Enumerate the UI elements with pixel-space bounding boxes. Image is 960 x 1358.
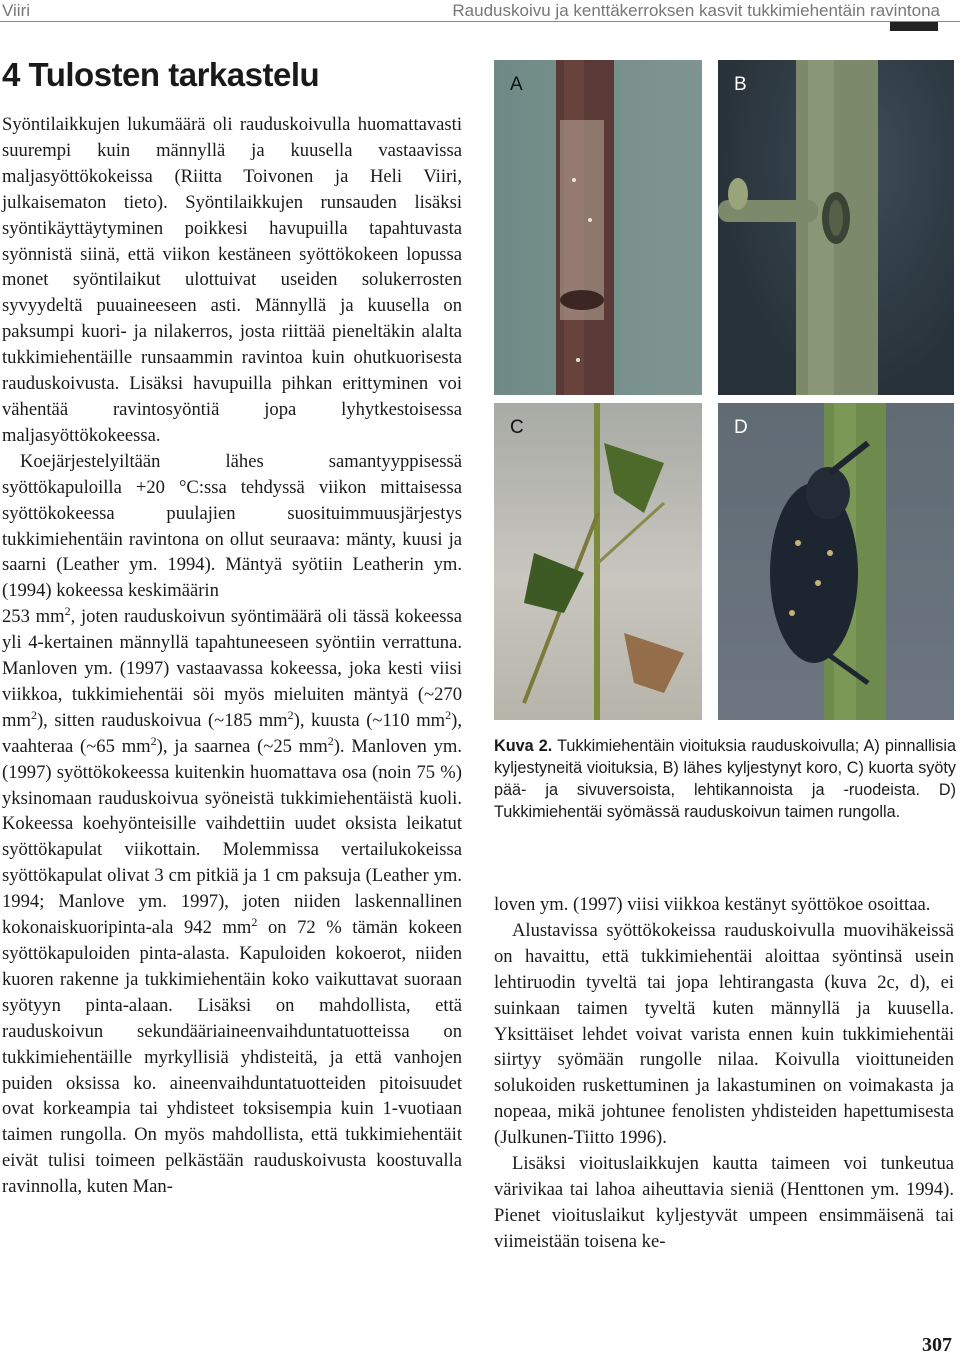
header-block-marker bbox=[890, 22, 938, 31]
left-paragraph-2-start: Koejärjestelyiltään lähes samantyyppisessä syöttökapuloilla +20 °C:ssa tehdyssä viikon mittaisessa syöttökokeessa puulajien suosituimmuusjärjestys tukkimiehentäin ravintona on ollut seuraava: mänty, kuusi ja saarni (Leather ym. 1994). Mäntyä syötiin Leatherin ym. (1994) kokeessa keskimäärin bbox=[2, 450, 462, 602]
pine-weevil-on-stem-photo bbox=[718, 403, 954, 720]
header-author: Viiri bbox=[2, 1, 31, 20]
birch-stem-photo bbox=[494, 60, 702, 395]
superscript: 2 bbox=[251, 914, 258, 929]
figure-panel-a bbox=[494, 60, 702, 395]
right-column bbox=[494, 892, 954, 1255]
header-rule bbox=[0, 21, 960, 22]
superscript: 2 bbox=[445, 707, 452, 722]
right-paragraph-1: loven ym. (1997) viisi viikkoa kestänyt syöttökoe osoittaa. bbox=[494, 894, 931, 915]
panel-label-d: D bbox=[734, 417, 748, 438]
figure-panel-d bbox=[718, 403, 954, 720]
figure-panel-c bbox=[494, 403, 702, 720]
section-title: 4 Tulosten tarkastelu bbox=[2, 56, 320, 93]
panel-label-b: B bbox=[734, 74, 747, 95]
page-number: 307 bbox=[922, 1334, 952, 1356]
superscript: 2 bbox=[64, 604, 71, 619]
text-fragment: ), ja saarnea (~25 mm bbox=[156, 735, 328, 757]
caption-text: Tukkimiehentäin vioituksia rauduskoivulla; A) pinnallisia kyljestyneitä vioituksia, B) lähes kyljestynyt koro, C) kuorta syöty pää- ja sivuversoista, lehtikannoista ja -ruodeista. D) Tukkimiehentäi syömässä rauduskoivun taimen rungolla. bbox=[494, 737, 956, 821]
superscript: 2 bbox=[287, 707, 294, 722]
text-fragment: ). Manloven ym. (1997) syöttökokeessa kuitenkin huomattava osa (noin 75 %) yksinomaan rauduskoivua syöneistä tukkimiehentäistä kuoli. Kokeessa koehyönteisille vaihdettiin uudet oksista leikatut syöttökapulat viikottain. Molemmissa vertailukokeissa syöttökapulat olivat 3 cm pitkiä ja 1 cm paksuja (Leather ym. 1994; Manlove ym. 1997), joten niiden laskennallinen kokonaiskuoripinta-ala 942 mm bbox=[2, 735, 462, 939]
birch-shoots-leaves-photo bbox=[494, 403, 702, 720]
superscript: 2 bbox=[30, 707, 37, 722]
header-running-title: Rauduskoivu ja kenttäkerroksen kasvit tukkimiehentäin ravintona bbox=[452, 1, 940, 20]
left-column bbox=[2, 112, 462, 1200]
right-paragraph-2: Alustavissa syöttökokeissa rauduskoivulla muovihäkeissä on havaittu, että tukkimiehentäi aloittaa syöntinsä usein lehtiruodin tyveltä tai jopa lehtirangasta (kuva 2c, d), ei suinkaan taimen tyveltä kuten männyllä ja kuusella. Yksittäiset lehdet voivat varista ennen kuin tukkimiehentäi siirtyy syömään rungolle nilaa. Koivulla vioittuneiden solukoiden ruskettuminen ja lakastuminen on voimakasta ja nopeaa, mikä johtunee fenolisten yhdisteiden hapettumisesta (Julkunen-Tiitto 1996). bbox=[494, 919, 954, 1149]
birch-stem-wound-photo bbox=[718, 60, 954, 395]
right-paragraph-3: Lisäksi vioituslaikkujen kautta taimeen voi tunkeutua värivikaa tai lahoa aiheuttavia sieniä (Henttonen ym. 1994). Pienet vioituslaikut kyljestyvät umpeen ensimmäisenä tai viimeistään toisena ke- bbox=[494, 1153, 954, 1252]
text-fragment: ), sitten rauduskoivua (~185 mm bbox=[36, 709, 288, 731]
figure-panel-b bbox=[718, 60, 954, 395]
left-paragraph-2 bbox=[2, 449, 462, 604]
text-fragment: on 72 % tämän kokeen syöttökapuloiden pinta-alasta. Kapuloiden kokoerot, niiden kuoren rakenne ja tukkimiehentäin koko vaikuttavat suoraan syötyyn pinta-alaan. Lisäksi on mahdollista, että rauduskoivun sekundääriaineenvaihduntatuotteissa on tukkimiehentäille myrkyllisiä yhdisteitä, ja että vanhojen puiden oksissa ko. aineenvaihduntatuotteiden pitoisuudet ovat korkeampia tai yhdisteet toksisempia kuin 1-vuotiaan taimen rungolla. On myös mahdollista, että tukkimiehentäit eivät tulisi toimeen pelkästään rauduskoivusta koostuvalla ravinnolla, kuten Man- bbox=[2, 917, 462, 1198]
left-paragraph-2-continued bbox=[2, 604, 462, 1200]
caption-label: Kuva 2. bbox=[494, 737, 553, 755]
figure-caption bbox=[494, 735, 956, 823]
left-paragraph-1: Syöntilaikkujen lukumäärä oli rauduskoivulla huomattavasti suurempi kuin männyllä ja kuusella vastaavissa maljasyöttökokeissa (Riitta Toivonen ja Heli Viiri, julkaisematon tieto). Syöntilaikkujen runsauden lisäksi syöntikäyttäytyminen poikkesi havupuilla tapahtuvasta syönnistä siinä, että viikon kestäneen syöttökokeen lopussa monet syöntilaikut ulottuivat useiden solukerrosten syvyydeltä puuaineeseen asti. Männyllä ja kuusella on paksumpi kuori- ja nilakerros, josta riittää pieneltäkin alalta tukkimiehentäille runsaammin ravintoa kuin ohutkuorisesta rauduskoivusta. Lisäksi havupuilla pihkan erittyminen voi vähentää ravintosyöntiä jopa lyhytkestoisessa maljasyöttökokeessa. bbox=[2, 114, 462, 446]
figure-2 bbox=[494, 60, 954, 720]
panel-label-a: A bbox=[510, 74, 523, 95]
text-fragment: 253 mm bbox=[2, 606, 65, 628]
superscript: 2 bbox=[150, 733, 157, 748]
superscript: 2 bbox=[327, 733, 334, 748]
text-fragment: ), vaahteraa (~65 mm bbox=[2, 709, 462, 757]
text-fragment: ), kuusta (~110 mm bbox=[293, 709, 446, 731]
text-fragment: , joten rauduskoivun syöntimäärä oli tässä kokeessa yli 4-kertainen männyllä tapahtuneeseen syöntiin verrattuna. Manloven ym. (1997) vastaavassa kokeessa, joka kesti viisi viikkoa, tukkimiehentäi söi myös mieluiten mäntyä (~270 mm bbox=[2, 606, 462, 731]
panel-label-c: C bbox=[510, 417, 524, 438]
